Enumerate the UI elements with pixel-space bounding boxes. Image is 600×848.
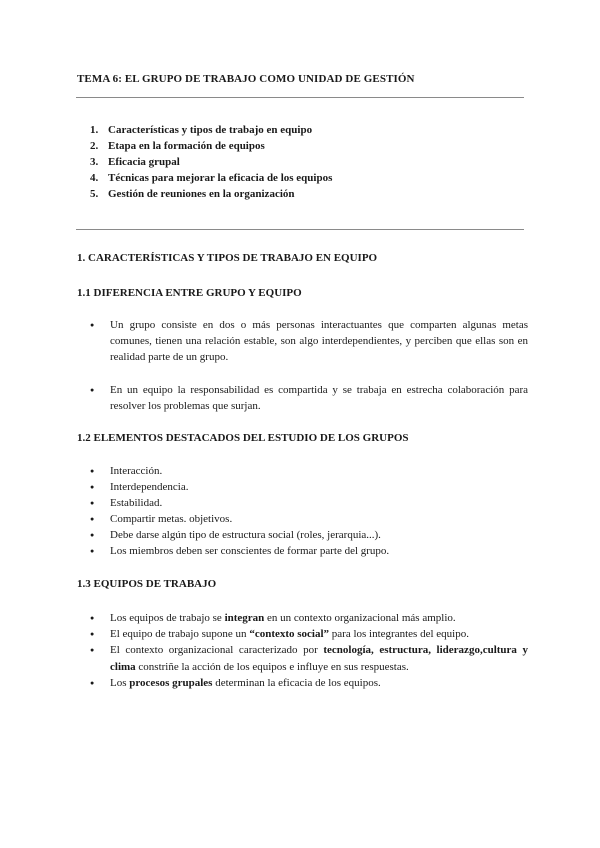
table-of-contents <box>90 122 332 202</box>
list-item: ● Estabilidad. <box>90 495 528 511</box>
list-item: ● Los miembros deben ser conscientes de formar parte del grupo. <box>90 543 528 559</box>
divider <box>76 97 524 98</box>
divider <box>76 229 524 230</box>
section-heading: 1. CARACTERÍSTICAS Y TIPOS DE TRABAJO EN EQUIPO <box>77 252 378 264</box>
toc-number: 2. <box>90 140 99 152</box>
bullet-list <box>90 463 528 559</box>
text-run: Los equipos de trabajo se <box>110 612 225 624</box>
text-run: para los integrantes del equipo. <box>329 628 469 641</box>
subsection-heading: 1.1 DIFERENCIA ENTRE GRUPO Y EQUIPO <box>77 287 302 299</box>
toc-text: Técnicas para mejorar la eficacia de los equipos <box>108 172 333 184</box>
list-item: ● Un grupo consiste en dos o más personas interactuantes que comparten algunas metas comunes, tienen una relación estable, son algo interdependientes, y perciben que ellas son en realidad parte de un grupo. <box>90 317 528 366</box>
toc-item <box>90 154 332 170</box>
text-run: constriñe la acción de los equipos e influye en sus respuestas. <box>135 660 409 673</box>
toc-number: 1. <box>90 124 99 136</box>
subsection-heading: 1.2 ELEMENTOS DESTACADOS DEL ESTUDIO DE LOS GRUPOS <box>77 432 409 444</box>
subsection-heading: 1.3 EQUIPOS DE TRABAJO <box>77 578 217 590</box>
list-item <box>90 610 528 626</box>
list-item: ● Interdependencia. <box>90 479 528 495</box>
text-run: El contexto organizacional caracterizado por <box>110 644 324 657</box>
text-run: en un contexto organizacional más amplio. <box>264 612 456 624</box>
list-item: ● Debe darse algún tipo de estructura social (roles, jerarquia...). <box>90 527 528 543</box>
text-run: determinan la eficacia de los equipos. <box>212 676 381 689</box>
text-run: El equipo de trabajo supone un <box>110 628 250 641</box>
bullet-list <box>90 610 528 691</box>
toc-item <box>90 170 332 186</box>
toc-text: Características y tipos de trabajo en equipo <box>108 124 313 136</box>
bold-text: integran <box>224 612 265 624</box>
toc-item <box>90 122 332 138</box>
list-item <box>90 642 528 674</box>
list-item <box>90 675 528 691</box>
toc-text: Gestión de reuniones en la organización <box>108 188 295 200</box>
list-item: ● En un equipo la responsabilidad es compartida y se trabaja en estrecha colaboración para resolver los problemas que surjan. <box>90 382 528 414</box>
toc-number: 3. <box>90 156 99 168</box>
toc-text: Eficacia grupal <box>108 156 180 168</box>
bullet-list <box>90 317 528 366</box>
toc-number: 4. <box>90 172 99 184</box>
list-item <box>90 626 528 642</box>
bold-text: “contexto social” <box>249 628 330 641</box>
bold-text: procesos grupales <box>129 676 213 689</box>
toc-item <box>90 138 332 154</box>
document-title: TEMA 6: EL GRUPO DE TRABAJO COMO UNIDAD DE GESTIÓN <box>77 73 415 85</box>
toc-item <box>90 186 332 202</box>
toc-text: Etapa en la formación de equipos <box>108 140 265 152</box>
toc-number: 5. <box>90 188 99 200</box>
list-item: ● Interacción. <box>90 463 528 479</box>
text-run: Los <box>110 676 130 689</box>
bold-text: tecnología, estructura, liderazgo,cultura y clima <box>110 644 528 673</box>
list-item: ● Compartir metas. objetivos. <box>90 511 528 527</box>
bullet-list <box>90 382 528 414</box>
